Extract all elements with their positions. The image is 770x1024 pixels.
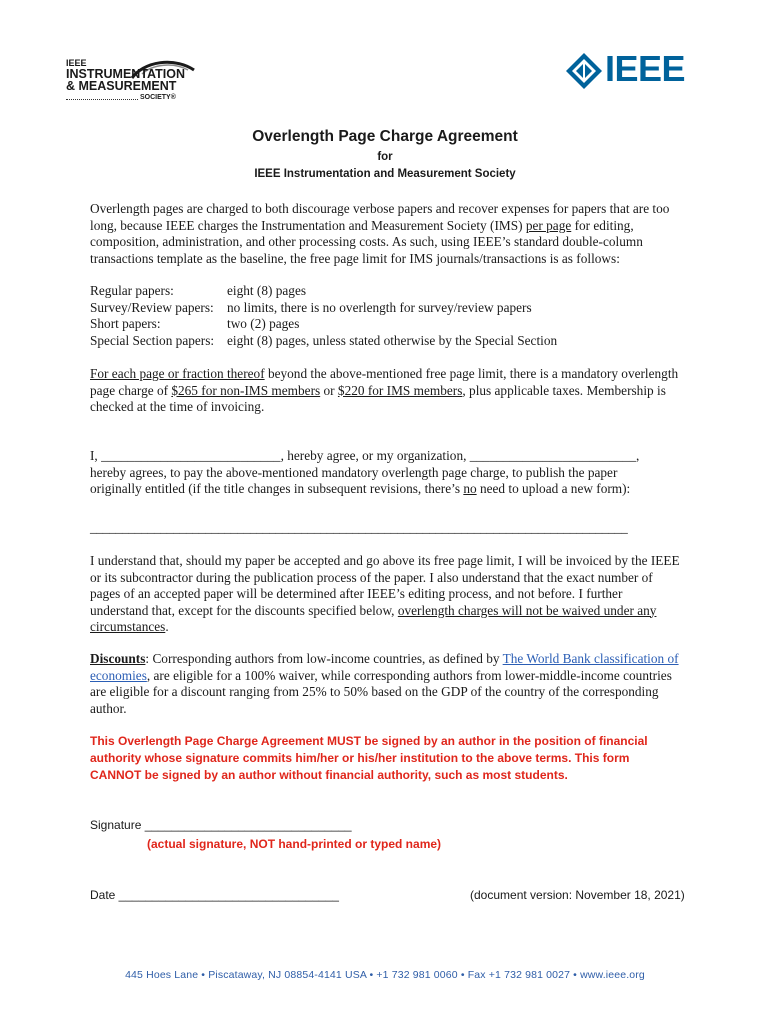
limit-type: Short papers: [90,316,161,331]
discounts-t1: : Corresponding authors from low-income countries, as defined by [145,651,503,666]
intro-paragraph [90,201,680,267]
limit-value: two (2) pages [227,316,300,331]
subtitle-for: for [377,151,393,163]
understand-text: I understand that, should my paper be accepted and go above its free page limit, I will be invoiced by the IEEE or its subcontractor during the publication process of the paper. I also understand that the exact number of pages of an accepted paper will be determined after IEEE’s editing process, and not before. I further understand that, except for the discounts specified below, [90,553,680,618]
charge-t3: , plus applicable taxes. Membership is checked at the time of invoicing. [90,382,666,414]
document-version: (document version: November 18, 2021) [470,888,685,902]
charge-t2: or [320,382,338,398]
charge-t1: beyond the above-mentioned free page limit, there is a mandatory overlength page charge of [90,366,679,398]
ims-logo-line3: & MEASUREMENT [66,79,177,93]
limit-type: Survey/Review papers: [90,299,214,315]
ims-logo-line2: INSTRUMENTATION [66,67,185,81]
discounts-label: Discounts [90,651,146,666]
society-name: IEEE Instrumentation and Measurement Society [254,168,516,180]
ims-society-logo [62,48,202,108]
understand-no-waiver: overlength charges will not be waived under any circumstances [90,602,657,634]
agreement-line-3 [90,481,630,498]
limit-row-short [90,316,557,333]
ieee-diamond-icon [565,52,603,90]
ieee-logo [565,50,695,90]
agree-3b: need to upload a new form): [476,481,631,496]
signature-note: (actual signature, NOT hand-printed or typed name) [147,837,442,851]
world-bank-link[interactable]: The World Bank classification of economies [90,651,679,683]
understand-tail: . [165,619,169,634]
limit-type: Regular papers: [90,283,174,298]
charge-non-member: $265 for non-IMS members [171,382,321,398]
paper-title-field[interactable]: ____________________________________________________________________________________ [90,520,628,535]
limit-value: no limits, there is no overlength for survey/review papers [227,299,532,315]
discounts-paragraph [90,651,680,717]
agree-3a: originally entitled (if the title changes in subsequent revisions, there’s [90,481,464,496]
agree-no: no [463,481,477,496]
ims-logo-line4: SOCIETY® [140,94,176,101]
agreement-line-1[interactable]: I, ___________________________, hereby agree, or my organization, _________________________, [90,448,640,463]
agreement-line-2: hereby agrees, to pay the above-mentioned mandatory overlength page charge, to publish the paper [90,464,618,480]
authority-warning: This Overlength Page Charge Agreement MUST be signed by an author in the position of financial authority whose signature commits him/her or his/her institution to the above terms. This form CANNOT be signed by an author without financial authority, such as most students. [90,734,648,782]
intro-text: Overlength pages are charged to both discourage verbose papers and recover expenses for papers that are too long, because IEEE charges the Instrumentation and Measurement Society (IMS) [90,201,670,233]
ims-logo-line1: IEEE [66,58,87,68]
footer-contact: 445 Hoes Lane • Piscataway, NJ 08854-4141 USA • +1 732 981 0060 • Fax +1 732 981 0027 • www.ieee.org [125,969,645,981]
charge-member: $220 for IMS members [337,382,463,398]
understand-paragraph [90,553,680,636]
signature-field[interactable]: Signature _______________________________ [90,818,352,832]
charge-paragraph [90,366,680,416]
page-limits-list [90,283,557,349]
limit-row-special [90,333,557,350]
limit-value: eight (8) pages, unless stated otherwise by the Special Section [227,332,558,348]
ims-logo-ruler [66,94,138,100]
intro-tail: for editing, composition, administration, and other processing costs. As such, using IEEE’s standard double-column transactions template as the baseline, the free page limit for IMS journals/transactions is as follows: [90,217,643,266]
ieee-logo-text: IEEE [605,48,686,89]
limit-type: Special Section papers: [90,332,215,348]
discounts-t2: , are eligible for a 100% waiver, while corresponding authors from lower-middle-income countries are eligible for a discount ranging from 25% to 50% based on the GDP of the country of the corresponding author. [90,667,672,716]
page-title: Overlength Page Charge Agreement [252,128,518,145]
limit-row-survey [90,300,557,317]
limit-row-regular [90,283,557,300]
intro-per-page: per page [525,217,572,233]
charge-u1: For each page or fraction thereof [90,366,265,381]
limit-value: eight (8) pages [227,283,307,298]
date-field[interactable]: Date _________________________________ [90,888,339,902]
